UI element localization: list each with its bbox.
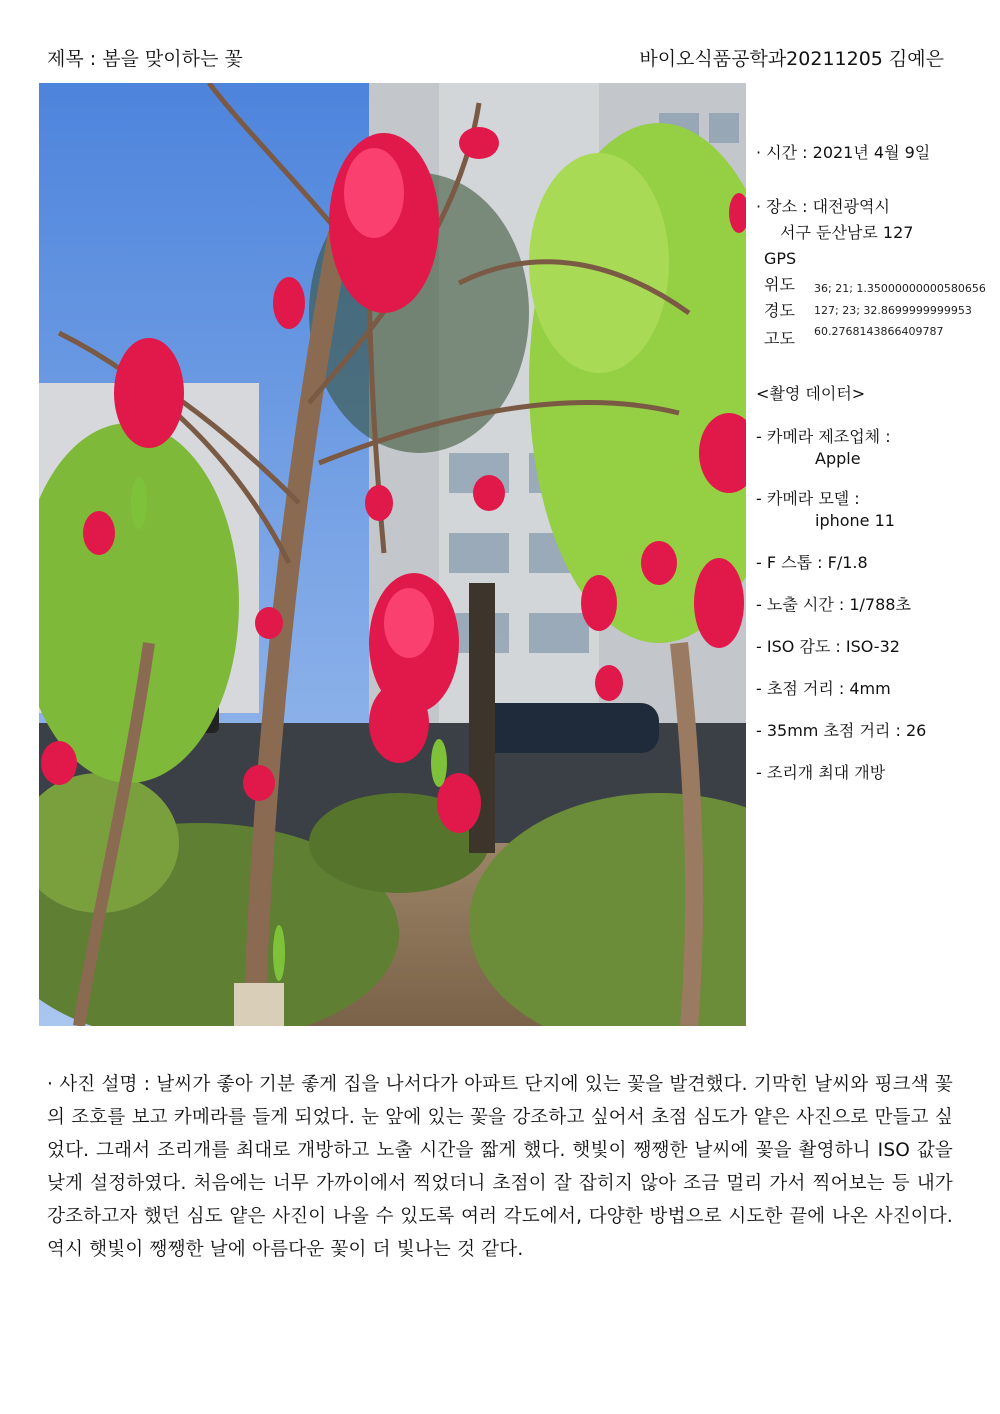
focal-length-35mm: - 35mm 초점 거리 : 26 [756,721,927,740]
latitude-value: 36; 21; 1.35000000000580656 [814,282,986,295]
focal-length: - 초점 거리 : 4mm [756,679,891,698]
aperture-setting: - 조리개 최대 개방 [756,763,886,782]
longitude-label: 경도 [764,301,795,320]
author-info: 바이오식품공학과20211205 김예은 [639,48,944,70]
shooting-address: 서구 둔산남로 127 [780,223,914,242]
camera-maker-value: Apple [815,449,861,468]
longitude-value: 127; 23; 32.8699999999953 [814,304,972,317]
photo-description: · 사진 설명 : 날씨가 좋아 기분 좋게 집을 나서다가 아파트 단지에 있는 꽃을 발견했다. 기막힌 날씨와 핑크색 꽃의 조호를 보고 카메라를 들게 되었다. 눈 앞에 있는 꽃을 강조하고 싶어서 초점 심도가 얕은 사진으로 만들고 싶었다. 그래서 조리개를 최대로 개방하고 노출 시간을 짧게 했다. 햇빛이 쨍쨍한 날씨에 꽃을 촬영하니 ISO 값을 낮게 설정하였다. 처음에는 너무 가까이에서 찍었더니 초점이 잘 잡히지 않아 조금 멀리 가서 찍어보는 등 내가 강조하고자 했던 심도 얕은 사진이 나올 수 있도록 여러 각도에서, 다양한 방법으로 시도한 끝에 나온 사진이다. 역시 햇빛이 쨍쨍한 날에 아름다운 꽃이 더 빛나는 것 같다. [47,1074,953,1260]
altitude-value: 60.2768143866409787 [814,325,944,338]
f-stop: - F 스톱 : F/1.8 [756,553,868,572]
shooting-place: · 장소 : 대전광역시 [756,197,890,216]
shooting-time: · 시간 : 2021년 4월 9일 [756,143,931,162]
shooting-data-heading: <촬영 데이터> [756,384,866,403]
exposure-time: - 노출 시간 : 1/788초 [756,595,911,614]
document-title: 제목 : 봄을 맞이하는 꽃 [47,48,243,70]
altitude-label: 고도 [764,329,795,348]
camera-maker-label: - 카메라 제조업체 : [756,427,891,446]
latitude-label: 위도 [764,275,795,294]
camera-model-label: - 카메라 모델 : [756,489,860,508]
camera-model-value: iphone 11 [815,511,895,530]
blossom-photo [39,83,746,1026]
iso-sensitivity: - ISO 감도 : ISO-32 [756,637,900,656]
gps-label: GPS [764,249,797,268]
